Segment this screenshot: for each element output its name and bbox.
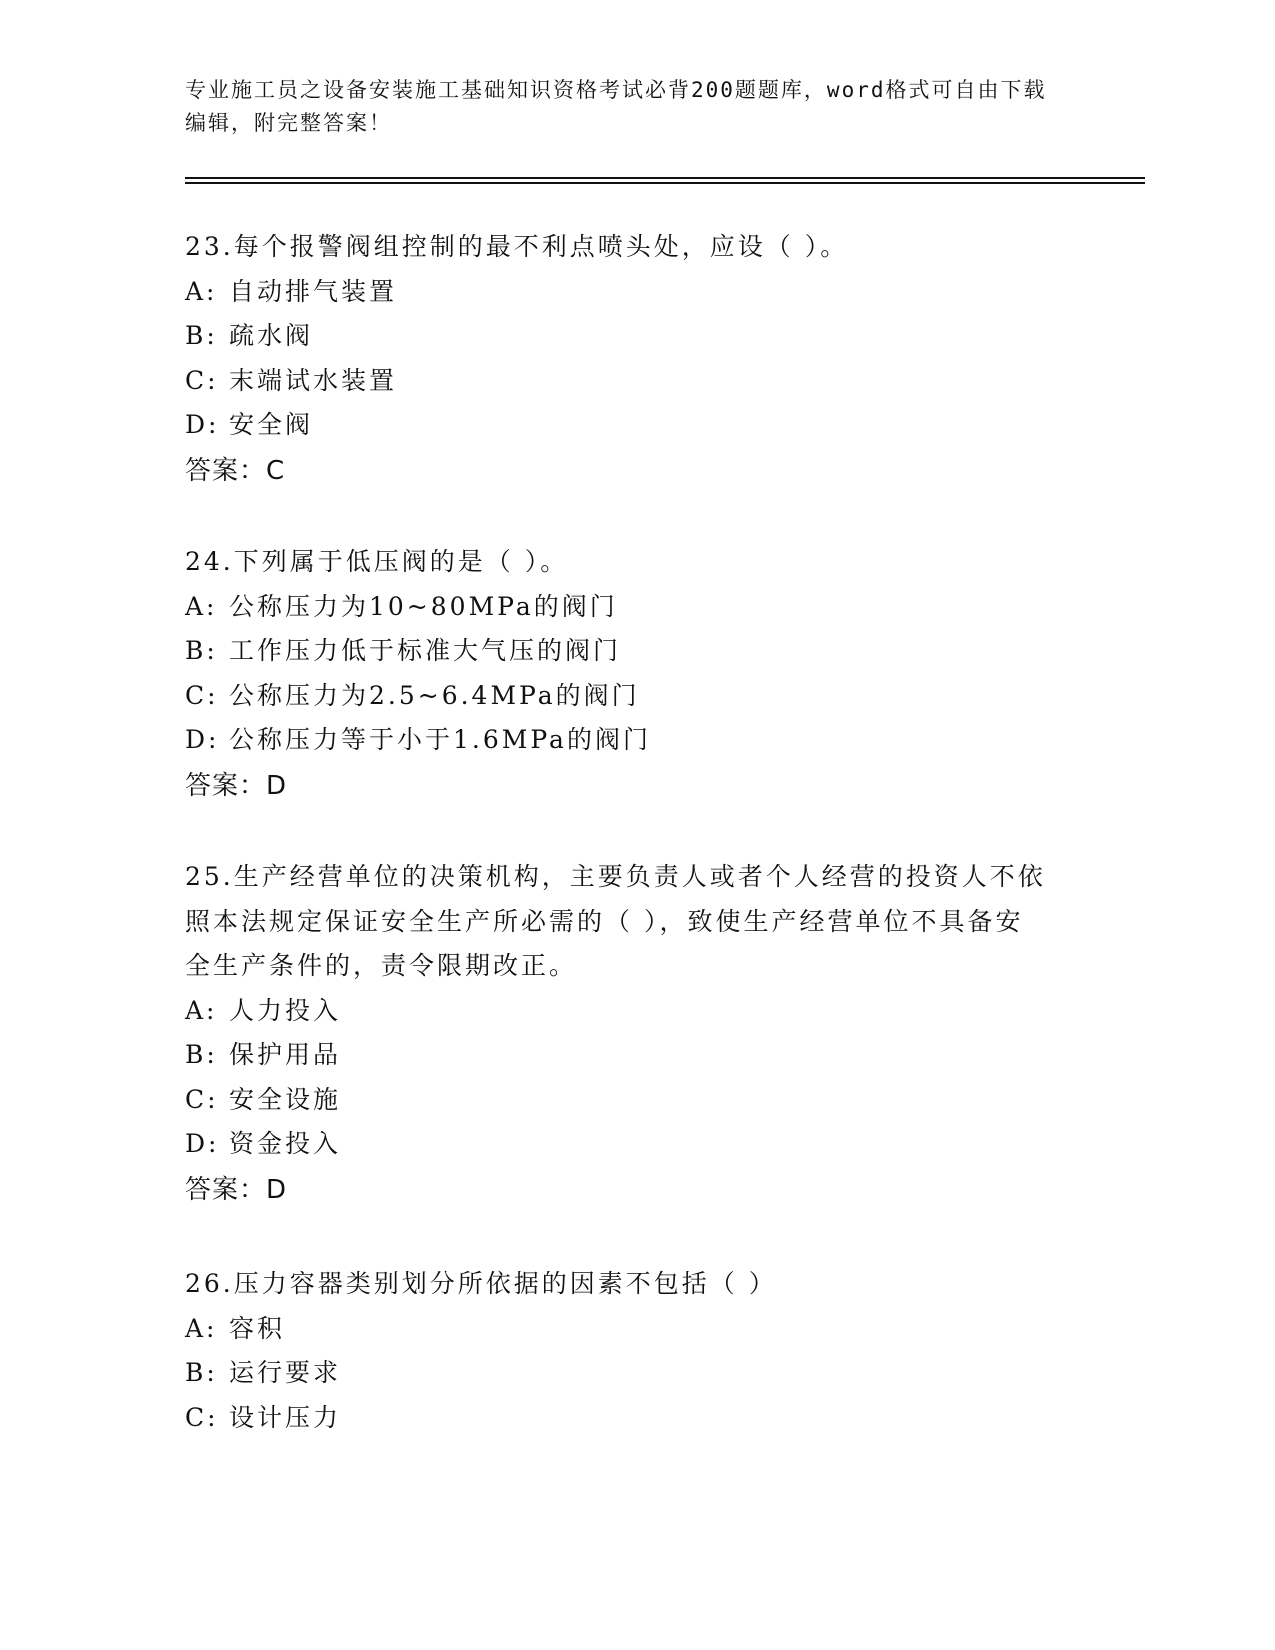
option-a — [185, 989, 1085, 1034]
option-key: A: — [185, 591, 218, 621]
option-key: C: — [185, 1084, 219, 1114]
option-key: C: — [185, 680, 219, 710]
option-text: 资金投入 — [229, 1129, 342, 1158]
question-stem-line-3: 全生产条件的，责令限期改正。 — [185, 951, 578, 980]
option-c — [185, 674, 1085, 719]
option-text: 容积 — [229, 1313, 286, 1343]
option-b — [185, 314, 1085, 359]
option-text: 保护用品 — [229, 1040, 342, 1069]
header-text: 专业施工员之设备安装施工基础知识资格考试必背200题题库，word格式可自由下载编辑，附完整答案！ — [185, 78, 1047, 135]
option-b — [185, 1351, 1085, 1396]
option-text: 自动排气装置 — [229, 276, 398, 306]
option-text: 人力投入 — [229, 995, 342, 1025]
option-text: 公称压力为10~80MPa的阀门 — [229, 591, 618, 621]
question-24 — [185, 540, 1085, 809]
option-text: 公称压力等于小于1.6MPa的阀门 — [229, 725, 651, 754]
option-d — [185, 718, 1085, 763]
option-b — [185, 1033, 1085, 1078]
option-a — [185, 270, 1085, 315]
option-a — [185, 585, 1085, 630]
option-key: D: — [185, 410, 220, 439]
option-key: B: — [185, 321, 218, 350]
document-header — [185, 74, 1065, 140]
option-key: A: — [185, 276, 218, 306]
option-text: 设计压力 — [229, 1402, 342, 1432]
question-23 — [185, 225, 1085, 494]
option-text: 疏水阀 — [229, 321, 314, 350]
option-key: B: — [185, 1358, 218, 1387]
option-text: 运行要求 — [229, 1358, 342, 1387]
option-text: 工作压力低于标准大气压的阀门 — [229, 636, 622, 665]
question-stem-line-1: 25.生产经营单位的决策机构，主要负责人或者个人经营的投资人不依 — [185, 862, 1046, 891]
option-c — [185, 359, 1085, 404]
option-text: 末端试水装置 — [229, 365, 398, 395]
option-d — [185, 1122, 1085, 1167]
option-key: A: — [185, 1313, 218, 1343]
option-text: 公称压力为2.5~6.4MPa的阀门 — [229, 680, 640, 710]
option-a — [185, 1307, 1085, 1352]
option-key: D: — [185, 1129, 220, 1158]
option-d — [185, 403, 1085, 448]
answer-line: 答案：D — [185, 1174, 288, 1205]
option-key: B: — [185, 636, 218, 665]
answer-line: 答案：D — [185, 770, 288, 801]
option-key: C: — [185, 1402, 219, 1432]
question-stem: 26.压力容器类别划分所依据的因素不包括（ ） — [185, 1269, 777, 1298]
option-key: A: — [185, 995, 218, 1025]
question-26 — [185, 1262, 1085, 1440]
question-25 — [185, 855, 1085, 1213]
option-text: 安全设施 — [229, 1084, 342, 1114]
answer-line: 答案：C — [185, 455, 286, 486]
option-key: C: — [185, 365, 219, 395]
question-stem-line-2: 照本法规定保证安全生产所必需的（ ），致使生产经营单位不具备安 — [185, 906, 1024, 936]
question-stem: 24.下列属于低压阀的是（ ）。 — [185, 547, 569, 576]
option-b — [185, 629, 1085, 674]
option-text: 安全阀 — [229, 410, 314, 439]
option-key: B: — [185, 1040, 218, 1069]
question-stem: 23.每个报警阀组控制的最不利点喷头处，应设（ ）。 — [185, 232, 849, 261]
header-divider-bottom — [185, 182, 1145, 184]
option-key: D: — [185, 725, 220, 754]
option-c — [185, 1396, 1085, 1441]
header-divider-top — [185, 177, 1145, 179]
option-c — [185, 1078, 1085, 1123]
